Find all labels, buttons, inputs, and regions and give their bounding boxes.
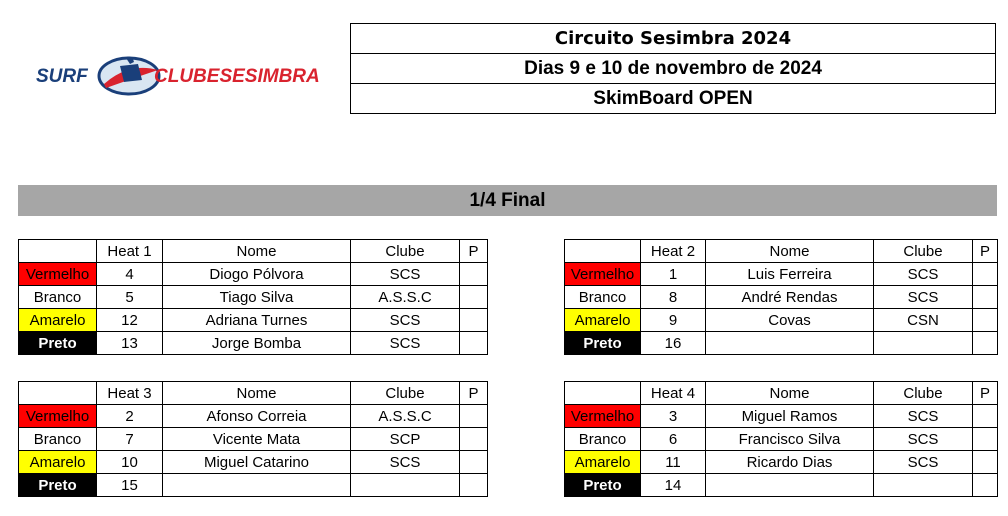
heat-row	[565, 263, 998, 286]
color-header-cell	[19, 382, 97, 405]
heat-row	[565, 332, 998, 355]
position-cell	[460, 405, 488, 428]
position-cell	[460, 332, 488, 355]
jersey-color-preto: Preto	[565, 332, 641, 355]
heat-table-4	[564, 381, 998, 497]
seed-number: 13	[97, 332, 163, 355]
heat-row	[565, 309, 998, 332]
heat-row	[565, 405, 998, 428]
athlete-name: Diogo Pólvora	[163, 263, 351, 286]
athlete-name: Luis Ferreira	[706, 263, 874, 286]
heat-row	[19, 309, 488, 332]
seed-number: 9	[641, 309, 706, 332]
athlete-club: SCP	[351, 428, 460, 451]
athlete-name: Vicente Mata	[163, 428, 351, 451]
p-header: P	[973, 240, 998, 263]
seed-number: 11	[641, 451, 706, 474]
athlete-name: Covas	[706, 309, 874, 332]
event-circuit-title: Circuito Sesimbra 2024	[351, 24, 996, 54]
position-cell	[973, 332, 998, 355]
p-header: P	[973, 382, 998, 405]
jersey-color-preto: Preto	[19, 332, 97, 355]
jersey-color-amarelo: Amarelo	[565, 451, 641, 474]
logo-text-surf: SURF	[36, 66, 88, 87]
athlete-club: A.S.S.C	[351, 405, 460, 428]
seed-number: 14	[641, 474, 706, 497]
heat-row	[19, 332, 488, 355]
athlete-club: SCS	[351, 309, 460, 332]
position-cell	[973, 474, 998, 497]
athlete-club: SCS	[874, 263, 973, 286]
heat-row	[565, 428, 998, 451]
athlete-name	[706, 332, 874, 355]
seed-number: 8	[641, 286, 706, 309]
heat-header-row	[19, 240, 488, 263]
seed-number: 16	[641, 332, 706, 355]
heat-label: Heat 2	[641, 240, 706, 263]
position-cell	[460, 263, 488, 286]
jersey-color-vermelho: Vermelho	[19, 263, 97, 286]
athlete-club: SCS	[874, 451, 973, 474]
seed-number: 1	[641, 263, 706, 286]
heat-row	[19, 428, 488, 451]
clube-header: Clube	[351, 240, 460, 263]
jersey-color-branco: Branco	[19, 286, 97, 309]
color-header-cell	[19, 240, 97, 263]
jersey-color-preto: Preto	[565, 474, 641, 497]
position-cell	[460, 428, 488, 451]
position-cell	[460, 474, 488, 497]
position-cell	[973, 263, 998, 286]
logo-text-clube: CLUBESESIMBRA	[154, 66, 320, 87]
color-header-cell	[565, 240, 641, 263]
nome-header: Nome	[706, 382, 874, 405]
position-cell	[973, 286, 998, 309]
heat-row	[19, 286, 488, 309]
nome-header: Nome	[163, 382, 351, 405]
athlete-name: Ricardo Dias	[706, 451, 874, 474]
position-cell	[460, 286, 488, 309]
athlete-name: Miguel Ramos	[706, 405, 874, 428]
jersey-color-branco: Branco	[565, 428, 641, 451]
athlete-club: SCS	[874, 286, 973, 309]
heat-header-row	[19, 382, 488, 405]
heat-label: Heat 4	[641, 382, 706, 405]
athlete-club: CSN	[874, 309, 973, 332]
athlete-club	[351, 474, 460, 497]
seed-number: 6	[641, 428, 706, 451]
heat-row	[565, 474, 998, 497]
position-cell	[973, 451, 998, 474]
heat-label: Heat 1	[97, 240, 163, 263]
position-cell	[973, 428, 998, 451]
position-cell	[460, 451, 488, 474]
color-header-cell	[565, 382, 641, 405]
seed-number: 4	[97, 263, 163, 286]
athlete-club: SCS	[351, 263, 460, 286]
athlete-name: Tiago Silva	[163, 286, 351, 309]
athlete-name: Francisco Silva	[706, 428, 874, 451]
clube-header: Clube	[874, 382, 973, 405]
heat-header-row	[565, 240, 998, 263]
event-category: SkimBoard OPEN	[351, 84, 996, 114]
athlete-club: SCS	[874, 428, 973, 451]
clube-header: Clube	[874, 240, 973, 263]
jersey-color-amarelo: Amarelo	[565, 309, 641, 332]
athlete-club	[874, 474, 973, 497]
club-logo	[34, 52, 334, 102]
heat-row	[19, 451, 488, 474]
heat-row	[19, 405, 488, 428]
jersey-color-amarelo: Amarelo	[19, 451, 97, 474]
heat-table-3	[18, 381, 488, 497]
heat-table-2	[564, 239, 998, 355]
seed-number: 3	[641, 405, 706, 428]
p-header: P	[460, 240, 488, 263]
heat-table-1	[18, 239, 488, 355]
position-cell	[973, 405, 998, 428]
seed-number: 15	[97, 474, 163, 497]
position-cell	[973, 309, 998, 332]
jersey-color-vermelho: Vermelho	[565, 263, 641, 286]
athlete-club: SCS	[351, 332, 460, 355]
jersey-color-branco: Branco	[565, 286, 641, 309]
athlete-club	[874, 332, 973, 355]
heat-header-row	[565, 382, 998, 405]
heat-row	[565, 286, 998, 309]
athlete-name: Adriana Turnes	[163, 309, 351, 332]
event-dates: Dias 9 e 10 de novembro de 2024	[351, 54, 996, 84]
athlete-name: Afonso Correia	[163, 405, 351, 428]
jersey-color-branco: Branco	[19, 428, 97, 451]
seed-number: 10	[97, 451, 163, 474]
jersey-color-vermelho: Vermelho	[565, 405, 641, 428]
position-cell	[460, 309, 488, 332]
jersey-color-vermelho: Vermelho	[19, 405, 97, 428]
seed-number: 12	[97, 309, 163, 332]
p-header: P	[460, 382, 488, 405]
round-title: 1/4 Final	[18, 185, 997, 216]
seed-number: 2	[97, 405, 163, 428]
athlete-name: Miguel Catarino	[163, 451, 351, 474]
heat-label: Heat 3	[97, 382, 163, 405]
athlete-name	[706, 474, 874, 497]
jersey-color-amarelo: Amarelo	[19, 309, 97, 332]
athlete-name	[163, 474, 351, 497]
clube-header: Clube	[351, 382, 460, 405]
athlete-name: André Rendas	[706, 286, 874, 309]
athlete-name: Jorge Bomba	[163, 332, 351, 355]
seed-number: 5	[97, 286, 163, 309]
athlete-club: A.S.S.C	[351, 286, 460, 309]
athlete-club: SCS	[351, 451, 460, 474]
athlete-club: SCS	[874, 405, 973, 428]
seed-number: 7	[97, 428, 163, 451]
nome-header: Nome	[706, 240, 874, 263]
heat-row	[19, 263, 488, 286]
jersey-color-preto: Preto	[19, 474, 97, 497]
nome-header: Nome	[163, 240, 351, 263]
heat-row	[565, 451, 998, 474]
heat-row	[19, 474, 488, 497]
surf-clube-sesimbra-logo	[34, 52, 334, 102]
event-header	[350, 23, 996, 114]
